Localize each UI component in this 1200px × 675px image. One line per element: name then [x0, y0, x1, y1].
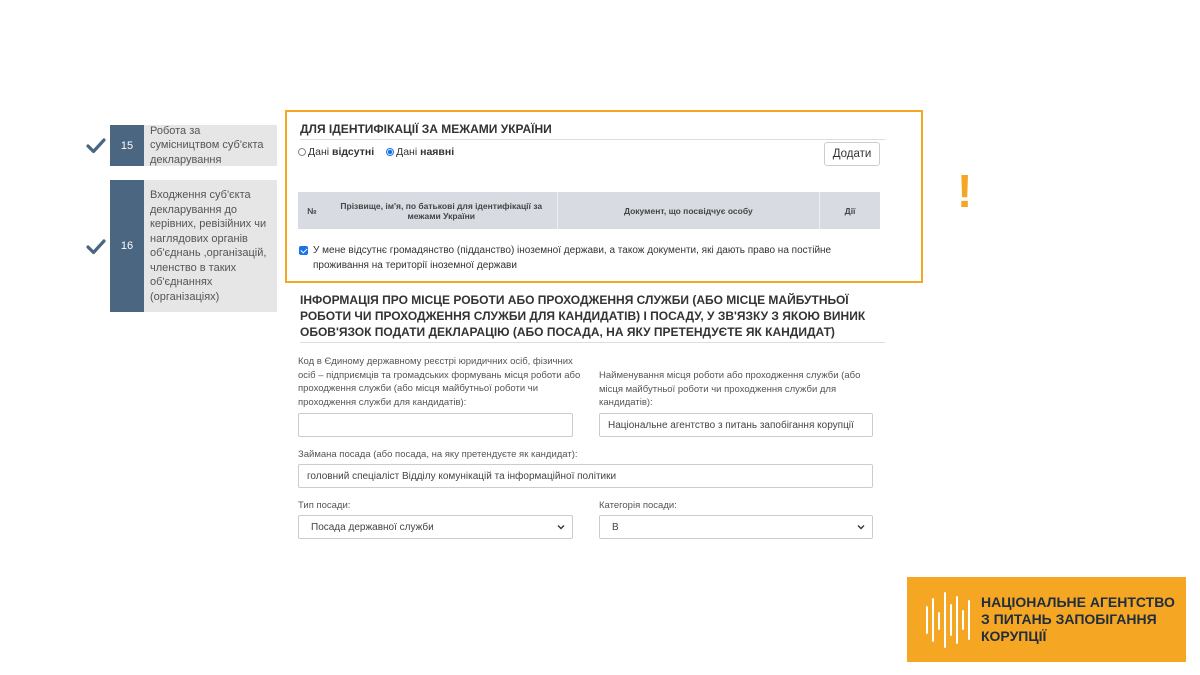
chevron-down-icon [856, 522, 866, 532]
radio-present-label: Дані наявні [396, 146, 455, 158]
nazk-logo-text [981, 594, 1175, 645]
step-label: Робота за сумісництвом суб'єкта декларування [150, 124, 264, 166]
no-foreign-citizenship-checkbox[interactable] [299, 246, 308, 255]
logo-line: З ПИТАНЬ ЗАПОБІГАННЯ [981, 611, 1157, 627]
step-label: Входження суб'єкта декларування до керівних, ревізійних чи наглядових органів об'єднань ,організацій, членство в таких об'єднаннях (організаціях) [150, 189, 267, 303]
checkmark-icon [86, 137, 106, 155]
position-type-label: Тип посади: [298, 500, 351, 511]
category-label: Категорія посади: [599, 500, 677, 511]
step-number: 16 [110, 180, 144, 312]
checkmark-icon [86, 238, 106, 256]
radio-absent-label: Дані відсутні [308, 146, 375, 158]
foreign-id-table-header [298, 192, 880, 229]
position-type-value: Посада державної служби [311, 521, 434, 533]
add-button[interactable]: Додати [824, 142, 880, 166]
radio-data-present[interactable] [386, 146, 454, 158]
position-label: Займана посада (або посада, на яку претендуєте як кандидат): [298, 449, 578, 460]
logo-line: НАЦІОНАЛЬНЕ АГЕНТСТВО [981, 594, 1175, 610]
nazk-logo [907, 577, 1186, 662]
alert-exclamation-icon: ! [957, 165, 973, 217]
foreign-id-title: ДЛЯ ІДЕНТИФІКАЦІЇ ЗА МЕЖАМИ УКРАЇНИ [300, 122, 885, 140]
step-15[interactable] [110, 125, 277, 166]
logo-line: КОРУПЦІЇ [981, 628, 1047, 644]
radio-data-absent[interactable] [298, 146, 374, 158]
radio-button[interactable] [298, 148, 306, 156]
category-select[interactable] [599, 515, 873, 539]
category-value: В [612, 521, 619, 533]
step-number: 15 [110, 125, 144, 166]
position-type-select[interactable] [298, 515, 573, 539]
no-foreign-citizenship-label: У мене відсутнє громадянство (підданство) іноземної держави, а також документи, які дають право на постійне проживання на території іноземної держави [313, 245, 832, 271]
column-header-number: № [307, 205, 317, 216]
chevron-down-icon [556, 522, 566, 532]
data-availability-radio-group [298, 146, 454, 158]
edrpou-label: Код в Єдиному державному реєстрі юридичних осіб, фізичних осіб – підприємців та громадських формувань місця роботи або проходження служби (або місця майбутньої роботи чи проходження служби для кандидатів): [298, 356, 581, 408]
position-input[interactable]: головний спеціаліст Відділу комунікацій та інформаційної політики [298, 464, 873, 488]
column-header-name: Прізвище, ім'я, по батькові для ідентифікації за межами України [326, 192, 558, 229]
step-16[interactable] [110, 180, 277, 312]
org-name-input[interactable]: Національне агентство з питань запобігання корупції [599, 413, 873, 437]
column-header-document: Документ, що посвідчує особу [558, 192, 821, 229]
work-info-title: ІНФОРМАЦІЯ ПРО МІСЦЕ РОБОТИ АБО ПРОХОДЖЕННЯ СЛУЖБИ (АБО МІСЦЕ МАЙБУТНЬОЇ РОБОТИ ЧИ ПРОХОДЖЕННЯ СЛУЖБИ ДЛЯ КАНДИДАТІВ) І ПОСАДУ, У ЗВ'ЯЗКУ З ЯКОЮ ВИНИК ОБОВ'ЯЗОК ПОДАТИ ДЕКЛАРАЦІЮ (АБО ПОСАДА, НА ЯКУ ПРЕТЕНДУЄТЕ ЯК КАНДИДАТ) [300, 292, 885, 343]
column-header-actions: Дії [844, 205, 856, 216]
edrpou-input[interactable] [298, 413, 573, 437]
org-name-label: Найменування місця роботи або проходження служби (або місця майбутньої роботи чи проходження служби для кандидатів): [599, 370, 861, 408]
nazk-logo-icon [921, 585, 977, 655]
no-foreign-citizenship-row [298, 243, 883, 273]
radio-button[interactable] [386, 148, 394, 156]
